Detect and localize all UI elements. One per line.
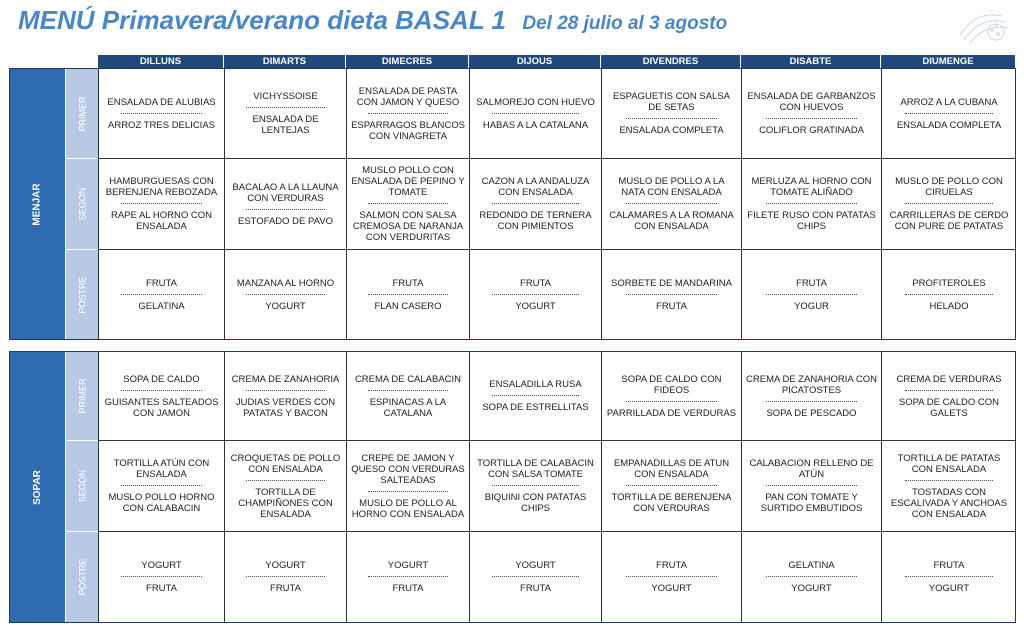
dish-name: HAMBURGUESAS CON BERENJENA REBOZADA bbox=[105, 176, 218, 198]
menu-cell bbox=[741, 440, 881, 531]
menu-cell bbox=[601, 249, 741, 339]
dish-name: GUISANTES SALTEADOS CON JAMON bbox=[104, 396, 219, 419]
dish-separator bbox=[905, 390, 993, 391]
dish-separator bbox=[766, 401, 858, 402]
dish-separator bbox=[626, 203, 718, 204]
day-header-dimarts: DIMARTS bbox=[224, 55, 346, 68]
dish-name: HABAS A LA CATALANA bbox=[482, 119, 589, 131]
menu-cell bbox=[601, 352, 741, 440]
logo-icon bbox=[952, 6, 1010, 46]
dish-name: ESPARRAGOS BLANCOS CON VINAGRETA bbox=[351, 119, 465, 142]
dish-separator bbox=[766, 118, 858, 119]
dish-name: YOGURT bbox=[928, 583, 970, 594]
course-label-text: POSTRE bbox=[77, 275, 88, 314]
dish-name: ENSALADA DE GARBANZOS CON HUEVOS bbox=[747, 91, 876, 113]
meal-block-menjar bbox=[9, 68, 1016, 340]
menu-cell bbox=[224, 158, 346, 249]
course-label-text: PRIMER bbox=[77, 95, 88, 132]
dish-separator bbox=[766, 485, 858, 486]
dish-separator bbox=[626, 485, 718, 486]
menu-cell bbox=[469, 352, 601, 440]
dish-separator bbox=[492, 113, 578, 114]
dish-separator bbox=[368, 294, 448, 295]
menu-cell bbox=[469, 440, 601, 531]
dish-separator bbox=[492, 576, 578, 577]
menu-cell bbox=[881, 531, 1016, 622]
day-header-divendres: DIVENDRES bbox=[601, 55, 741, 68]
menu-cell bbox=[469, 249, 601, 339]
dish-name: ESTOFADO DE PAVO bbox=[237, 215, 334, 227]
menu-cell bbox=[98, 352, 224, 440]
day-header-row bbox=[98, 55, 1016, 68]
menu-cell bbox=[881, 352, 1016, 440]
dish-name: ENSALADILLA RUSA bbox=[489, 379, 582, 390]
dish-separator bbox=[121, 113, 203, 114]
dish-separator bbox=[905, 203, 993, 204]
title-dates: Del 28 julio al 3 agosto bbox=[522, 13, 728, 34]
dish-name: ENSALADA COMPLETA bbox=[619, 125, 724, 136]
dish-name: CREMA DE ZANAHORIA CON PICATOSTES bbox=[746, 373, 877, 396]
menu-cell bbox=[224, 440, 346, 531]
dish-name: PAN CON TOMATE Y SURTIDO EMBUTIDOS bbox=[760, 492, 863, 514]
dish-name: ARROZ A LA CUBANA bbox=[900, 96, 998, 108]
dish-name: ENSALADA DE PASTA CON JAMON Y QUESO bbox=[356, 85, 460, 108]
dish-name: SORBETE DE MANDARINA bbox=[611, 277, 732, 289]
dish-name: MUSLO DE POLLO A LA NATA CON ENSALADA bbox=[618, 176, 725, 198]
dish-name: ESPINACAS A LA CATALANA bbox=[369, 396, 447, 419]
menu-cell bbox=[98, 531, 224, 622]
dish-name: EMPANADILLAS DE ATUN CON ENSALADA bbox=[613, 458, 730, 480]
dish-separator bbox=[368, 203, 448, 204]
dish-name: FRUTA bbox=[796, 277, 827, 289]
dish-name: FRUTA bbox=[656, 300, 687, 312]
dish-name: CREMA DE CALABACIN bbox=[354, 373, 462, 385]
dish-name: PARRILLADA DE VERDURAS bbox=[606, 407, 737, 419]
dish-separator bbox=[626, 576, 718, 577]
dish-name: YOGURT bbox=[265, 300, 306, 312]
dish-name: MANZANA AL HORNO bbox=[236, 277, 335, 289]
dish-separator bbox=[905, 113, 993, 114]
menu-cell bbox=[881, 440, 1016, 531]
dish-name: COLIFLOR GRATINADA bbox=[759, 125, 864, 136]
dish-name: SALMOREJO CON HUEVO bbox=[476, 96, 595, 108]
menu-cell bbox=[601, 158, 741, 249]
menu-cell bbox=[469, 158, 601, 249]
dish-separator bbox=[766, 576, 858, 577]
course-label bbox=[65, 440, 98, 531]
menu-cell bbox=[346, 69, 469, 158]
menu-cell bbox=[224, 249, 346, 339]
dish-name: CALAMARES A LA ROMANA CON ENSALADA bbox=[609, 210, 734, 232]
menu-title bbox=[18, 5, 727, 36]
menu-cell bbox=[224, 69, 346, 158]
dish-name: CREMA DE ZANAHORIA bbox=[231, 373, 340, 385]
menu-cell bbox=[741, 531, 881, 622]
dish-name: TORTILLA ATÚN CON ENSALADA bbox=[113, 458, 210, 480]
menu-cell bbox=[224, 531, 346, 622]
dish-name: FRUTA bbox=[270, 583, 301, 594]
dish-name: SALMON CON SALSA CREMOSA DE NARANJA CON VERDURITAS bbox=[352, 210, 464, 243]
course-label-text: POSTRE bbox=[77, 558, 88, 596]
dish-name: MUSLO POLLO HORNO CON CALABACIN bbox=[108, 492, 215, 514]
dish-name: SOPA DE CALDO CON FIDEOS bbox=[621, 373, 722, 396]
dish-name: FRUTA bbox=[146, 277, 177, 289]
dish-name: YOGURT bbox=[515, 560, 556, 571]
dish-separator bbox=[121, 485, 203, 486]
dish-name: ARROZ TRES DELICIAS bbox=[108, 119, 215, 131]
meal-label bbox=[10, 69, 65, 339]
meal-label-text: MENJAR bbox=[31, 182, 43, 226]
meal-label bbox=[10, 352, 65, 622]
day-header-dimecres: DIMECRES bbox=[346, 55, 469, 68]
menu-cell bbox=[346, 352, 469, 440]
menu-cell bbox=[601, 440, 741, 531]
day-header-diumenge: DIUMENGE bbox=[881, 55, 1016, 68]
dish-name: MUSLO DE POLLO AL HORNO CON ENSALADA bbox=[351, 497, 465, 520]
dish-name: FRUTA bbox=[392, 277, 424, 289]
dish-name: SOPA DE CALDO bbox=[123, 373, 200, 385]
day-header-disabte: DISABTE bbox=[741, 55, 881, 68]
dish-name: FRUTA bbox=[520, 277, 551, 289]
dish-name: SOPA DE PESCADO bbox=[766, 407, 857, 419]
dish-name: TORTILLA DE BERENJENA CON VERDURAS bbox=[611, 492, 732, 514]
dish-name: YOGURT bbox=[265, 560, 306, 571]
menu-cell bbox=[741, 69, 881, 158]
dish-separator bbox=[905, 294, 993, 295]
dish-name: FRUTA bbox=[656, 560, 687, 571]
dish-separator bbox=[368, 390, 448, 391]
dish-separator bbox=[492, 203, 578, 204]
dish-name: YOGURT bbox=[791, 583, 832, 594]
menu-cell bbox=[741, 352, 881, 440]
dish-separator bbox=[766, 294, 858, 295]
dish-name: FRUTA bbox=[933, 560, 965, 571]
dish-separator bbox=[121, 294, 203, 295]
dish-name: FILETE RUSO CON PATATAS CHIPS bbox=[747, 210, 876, 232]
dish-separator bbox=[368, 491, 448, 492]
menu-cell bbox=[741, 158, 881, 249]
dish-name: BACALAO A LA LLAUNA CON VERDURAS bbox=[232, 181, 339, 204]
meal-label-text: SOPAR bbox=[31, 469, 43, 505]
menu-cell bbox=[601, 69, 741, 158]
dish-separator bbox=[626, 294, 718, 295]
dish-name: MERLUZA AL HORNO CON TOMATE ALIÑADO bbox=[751, 176, 872, 198]
menu-cell bbox=[469, 531, 601, 622]
dish-separator bbox=[246, 576, 325, 577]
dish-name: ENSALADA COMPLETA bbox=[896, 119, 1002, 131]
dish-separator bbox=[246, 480, 325, 481]
dish-separator bbox=[246, 107, 325, 108]
dish-name: YOGURT bbox=[651, 583, 692, 594]
dish-name: REDONDO DE TERNERA CON PIMIENTOS bbox=[479, 210, 592, 232]
dish-separator bbox=[246, 209, 325, 210]
menu-cell bbox=[346, 440, 469, 531]
menu-cell bbox=[98, 69, 224, 158]
day-header-dijous: DIJOUS bbox=[469, 55, 601, 68]
course-label-text: SEGON bbox=[77, 187, 88, 221]
dish-name: SOPA DE ESTRELLITAS bbox=[482, 402, 589, 413]
dish-separator bbox=[905, 480, 993, 481]
dish-separator bbox=[368, 113, 448, 114]
dish-name: YOGURT bbox=[515, 300, 556, 312]
dish-name: CROQUETAS DE POLLO CON ENSALADA bbox=[230, 452, 341, 475]
dish-separator bbox=[246, 294, 325, 295]
menu-cell bbox=[741, 249, 881, 339]
course-label bbox=[65, 249, 98, 339]
title-main: MENÚ Primavera/verano dieta BASAL 1 bbox=[18, 5, 506, 35]
dish-name: MUSLO DE POLLO CON CIRUELAS bbox=[895, 176, 1003, 198]
course-label-text: SEGON bbox=[77, 469, 88, 503]
dish-name: CREPE DE JAMON Y QUESO CON VERDURAS SALTEADAS bbox=[351, 452, 465, 486]
menu-cell bbox=[98, 158, 224, 249]
dish-name: YOGURT bbox=[387, 560, 429, 571]
dish-name: TORTILLA DE PATATAS CON ENSALADA bbox=[897, 452, 1001, 475]
menu-cell bbox=[881, 249, 1016, 339]
dish-name: SOPA DE CALDO CON GALETS bbox=[898, 396, 1000, 419]
meal-block-sopar bbox=[9, 351, 1016, 623]
dish-name: BIQUINI CON PATATAS CHIPS bbox=[484, 492, 587, 514]
dish-name: JUDIAS VERDES CON PATATAS Y BACON bbox=[235, 396, 336, 419]
dish-name: ENSALADA DE LENTEJAS bbox=[252, 114, 319, 136]
dish-name: YOGURT bbox=[141, 560, 182, 571]
dish-name: YOGUR bbox=[794, 300, 829, 312]
menu-cell bbox=[881, 158, 1016, 249]
dish-name: FRUTA bbox=[392, 583, 424, 594]
menu-cell bbox=[224, 352, 346, 440]
dish-name: CARRILLERAS DE CERDO CON PURE DE PATATAS bbox=[889, 210, 1009, 232]
dish-separator bbox=[368, 576, 448, 577]
dish-name: VICHYSSOISE bbox=[253, 91, 318, 102]
dish-name: ESPAGUETIS CON SALSA DE SETAS bbox=[612, 91, 731, 113]
dish-separator bbox=[766, 203, 858, 204]
day-header-dilluns: DILLUNS bbox=[98, 55, 224, 68]
menu-cell bbox=[98, 440, 224, 531]
course-label bbox=[65, 158, 98, 249]
dish-separator bbox=[492, 485, 578, 486]
dish-separator bbox=[626, 118, 718, 119]
dish-name: FLAN CASERO bbox=[374, 300, 442, 312]
dish-name: TORTILLA DE CALABACIN CON SALSA TOMATE bbox=[477, 458, 594, 480]
menu-cell bbox=[346, 249, 469, 339]
dish-name: TORTILLA DE CHAMPIÑONES CON ENSALADA bbox=[238, 486, 333, 520]
dish-name: MUSLO POLLO CON ENSALADA DE PEPINO Y TOMATE bbox=[351, 165, 465, 198]
dish-name: CALABACION RELLENO DE ATÚN bbox=[749, 458, 874, 480]
menu-cell bbox=[98, 249, 224, 339]
course-label-text: PRIMER bbox=[77, 378, 88, 414]
dish-name: PROFITEROLES bbox=[912, 277, 986, 289]
dish-name: ENSALADA DE ALUBIAS bbox=[107, 96, 216, 108]
dish-name: CREMA DE VERDURAS bbox=[896, 373, 1002, 385]
dish-separator bbox=[121, 203, 203, 204]
dish-separator bbox=[492, 294, 578, 295]
dish-name: FRUTA bbox=[520, 583, 551, 594]
dish-separator bbox=[246, 390, 325, 391]
course-label bbox=[65, 531, 98, 622]
course-label bbox=[65, 352, 98, 440]
course-label bbox=[65, 69, 98, 158]
dish-name: HELADO bbox=[929, 300, 969, 312]
dish-separator bbox=[121, 576, 203, 577]
menu-cell bbox=[601, 531, 741, 622]
dish-name: FRUTA bbox=[146, 583, 177, 594]
dish-separator bbox=[626, 401, 718, 402]
dish-separator bbox=[121, 390, 203, 391]
menu-cell bbox=[881, 69, 1016, 158]
dish-separator bbox=[492, 395, 578, 396]
menu-cell bbox=[346, 158, 469, 249]
dish-name: TOSTADAS CON ESCALIVADA Y ANCHOAS CON ENSALADA bbox=[890, 486, 1008, 520]
menu-cell bbox=[346, 531, 469, 622]
menu-cell bbox=[469, 69, 601, 158]
dish-name: GELATINA bbox=[788, 560, 835, 571]
dish-name: CAZON A LA ANDALUZA CON ENSALADA bbox=[481, 176, 590, 198]
dish-separator bbox=[905, 576, 993, 577]
dish-name: GELATINA bbox=[138, 300, 185, 312]
dish-name: RAPE AL HORNO CON ENSALADA bbox=[110, 210, 212, 232]
